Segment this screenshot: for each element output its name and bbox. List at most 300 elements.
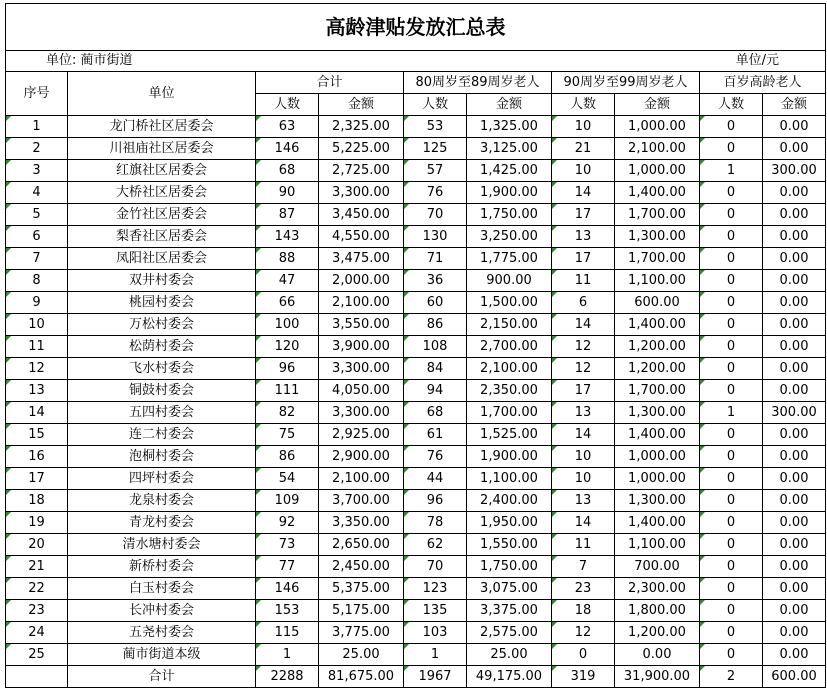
cell-total-count[interactable]: 96 xyxy=(256,358,319,380)
cell-seq[interactable]: 7 xyxy=(6,248,68,270)
cell-unit-name[interactable]: 青龙村委会 xyxy=(68,512,256,534)
cell-90-99-amount[interactable]: 1,700.00 xyxy=(615,204,700,226)
cell-90-99-amount[interactable]: 1,000.00 xyxy=(615,446,700,468)
header-group-80-89: 80周岁至89周岁老人 xyxy=(404,72,552,94)
table-row xyxy=(6,116,826,138)
cell-total-count[interactable]: 77 xyxy=(256,556,319,578)
cell-80-89-count[interactable]: 84 xyxy=(404,358,467,380)
cell-total-count[interactable]: 82 xyxy=(256,402,319,424)
cell-100plus-count[interactable]: 0 xyxy=(700,138,763,160)
cell-seq[interactable]: 13 xyxy=(6,380,68,402)
cell-total-count[interactable]: 1 xyxy=(256,644,319,666)
cell-90-99-amount[interactable]: 1,300.00 xyxy=(615,402,700,424)
cell-80-89-amount[interactable]: 900.00 xyxy=(467,270,552,292)
cell-total-amount[interactable]: 2,100.00 xyxy=(319,292,404,314)
cell-90-99-count[interactable]: 0 xyxy=(552,644,615,666)
table-row xyxy=(6,138,826,160)
cell-80-89-amount[interactable]: 1,700.00 xyxy=(467,402,552,424)
table-row xyxy=(6,336,826,358)
cell-total-amount[interactable]: 2,900.00 xyxy=(319,446,404,468)
header-sub-count: 人数 xyxy=(404,94,467,116)
table-row xyxy=(6,314,826,336)
cell-90-99-amount[interactable]: 1,200.00 xyxy=(615,358,700,380)
header-sub-amount: 金额 xyxy=(615,94,700,116)
cell-unit-name[interactable]: 五四村委会 xyxy=(68,402,256,424)
cell-80-89-amount[interactable]: 1,325.00 xyxy=(467,116,552,138)
cell-total-count[interactable]: 75 xyxy=(256,424,319,446)
cell-100plus-count[interactable]: 0 xyxy=(700,446,763,468)
cell-80-89-amount[interactable]: 1,750.00 xyxy=(467,556,552,578)
cell-80-89-count[interactable]: 86 xyxy=(404,314,467,336)
cell-80-89-count[interactable]: 130 xyxy=(404,226,467,248)
cell-100plus-count[interactable]: 0 xyxy=(700,512,763,534)
cell-unit-name[interactable]: 清水塘村委会 xyxy=(68,534,256,556)
unit-label-right: 单位/元 xyxy=(467,51,826,72)
table-row xyxy=(6,182,826,204)
cell-80-89-count[interactable]: 62 xyxy=(404,534,467,556)
cell-seq[interactable]: 17 xyxy=(6,468,68,490)
cell-90-99-count[interactable]: 13 xyxy=(552,490,615,512)
cell-100plus-count[interactable]: 0 xyxy=(700,490,763,512)
cell-80-89-count[interactable]: 57 xyxy=(404,160,467,182)
cell-80-89-amount[interactable]: 2,400.00 xyxy=(467,490,552,512)
cell-seq[interactable]: 8 xyxy=(6,270,68,292)
cell-90-99-count[interactable]: 12 xyxy=(552,622,615,644)
cell-100plus-amount[interactable]: 0.00 xyxy=(763,336,826,358)
cell-100plus-amount[interactable]: 0.00 xyxy=(763,226,826,248)
cell-seq[interactable]: 18 xyxy=(6,490,68,512)
table-row xyxy=(6,534,826,556)
cell-seq[interactable]: 16 xyxy=(6,446,68,468)
cell-90-99-amount[interactable]: 0.00 xyxy=(615,644,700,666)
cell-100plus-count[interactable]: 0 xyxy=(700,556,763,578)
cell-90-99-count[interactable]: 14 xyxy=(552,314,615,336)
cell-seq[interactable]: 19 xyxy=(6,512,68,534)
cell-90-99-amount[interactable]: 1,200.00 xyxy=(615,336,700,358)
cell-unit-name[interactable]: 松荫村委会 xyxy=(68,336,256,358)
cell-total-count[interactable]: 92 xyxy=(256,512,319,534)
cell-unit-name[interactable]: 白玉村委会 xyxy=(68,578,256,600)
cell-total-amount[interactable]: 3,700.00 xyxy=(319,490,404,512)
cell-90-99-count[interactable]: 11 xyxy=(552,270,615,292)
cell-80-89-amount[interactable]: 1,550.00 xyxy=(467,534,552,556)
cell-100plus-amount[interactable]: 0.00 xyxy=(763,116,826,138)
header-sub-count: 人数 xyxy=(552,94,615,116)
cell-90-99-amount[interactable]: 1,700.00 xyxy=(615,248,700,270)
cell-80-89-count[interactable]: 123 xyxy=(404,578,467,600)
cell-90-99-amount[interactable]: 2,300.00 xyxy=(615,578,700,600)
table-row xyxy=(6,644,826,666)
cell-100plus-count[interactable]: 0 xyxy=(700,380,763,402)
subsidy-summary-table xyxy=(5,3,826,688)
cell-80-89-amount[interactable]: 2,575.00 xyxy=(467,622,552,644)
cell-80-89-count[interactable]: 103 xyxy=(404,622,467,644)
cell-90-99-count[interactable]: 13 xyxy=(552,402,615,424)
cell-100plus-count[interactable]: 0 xyxy=(700,182,763,204)
cell-100plus-count[interactable]: 0 xyxy=(700,622,763,644)
cell-90-99-count[interactable]: 17 xyxy=(552,204,615,226)
table-row xyxy=(6,204,826,226)
cell-total-count[interactable]: 120 xyxy=(256,336,319,358)
cell-90-99-amount[interactable]: 1,400.00 xyxy=(615,182,700,204)
cell-90-99-amount[interactable]: 2,100.00 xyxy=(615,138,700,160)
cell-total-amount[interactable]: 2,925.00 xyxy=(319,424,404,446)
cell-90-99-count[interactable]: 21 xyxy=(552,138,615,160)
cell-unit-name[interactable]: 连二村委会 xyxy=(68,424,256,446)
cell-100plus-amount[interactable]: 0.00 xyxy=(763,490,826,512)
cell-100plus-count[interactable]: 1 xyxy=(700,160,763,182)
cell-100plus-count[interactable]: 0 xyxy=(700,358,763,380)
cell-90-99-count[interactable]: 319 xyxy=(552,666,615,688)
cell-90-99-amount[interactable]: 1,400.00 xyxy=(615,512,700,534)
cell-seq[interactable]: 12 xyxy=(6,358,68,380)
cell-total-amount[interactable]: 3,775.00 xyxy=(319,622,404,644)
cell-total-count[interactable]: 100 xyxy=(256,314,319,336)
table-row xyxy=(6,512,826,534)
cell-100plus-count[interactable]: 0 xyxy=(700,314,763,336)
table-row xyxy=(6,226,826,248)
cell-100plus-amount[interactable]: 0.00 xyxy=(763,138,826,160)
cell-total-amount[interactable]: 4,550.00 xyxy=(319,226,404,248)
cell-80-89-count[interactable]: 1967 xyxy=(404,666,467,688)
cell-total-amount[interactable]: 3,475.00 xyxy=(319,248,404,270)
cell-100plus-amount[interactable]: 300.00 xyxy=(763,402,826,424)
cell-total-count[interactable]: 87 xyxy=(256,204,319,226)
cell-90-99-amount[interactable]: 1,800.00 xyxy=(615,600,700,622)
cell-total-amount[interactable]: 3,550.00 xyxy=(319,314,404,336)
cell-80-89-amount[interactable]: 1,750.00 xyxy=(467,204,552,226)
cell-seq[interactable]: 5 xyxy=(6,204,68,226)
cell-80-89-count[interactable]: 108 xyxy=(404,336,467,358)
table-title: 高龄津贴发放汇总表 xyxy=(6,4,826,51)
cell-unit-name[interactable]: 金竹社区居委会 xyxy=(68,204,256,226)
cell-seq[interactable] xyxy=(6,666,68,688)
cell-80-89-count[interactable]: 76 xyxy=(404,182,467,204)
cell-100plus-amount[interactable]: 0.00 xyxy=(763,644,826,666)
cell-80-89-amount[interactable]: 49,175.00 xyxy=(467,666,552,688)
cell-100plus-count[interactable]: 0 xyxy=(700,600,763,622)
cell-90-99-count[interactable]: 11 xyxy=(552,534,615,556)
header-sub-amount: 金额 xyxy=(763,94,826,116)
cell-100plus-count[interactable]: 0 xyxy=(700,424,763,446)
cell-80-89-amount[interactable]: 25.00 xyxy=(467,644,552,666)
cell-90-99-count[interactable]: 14 xyxy=(552,512,615,534)
cell-80-89-count[interactable]: 1 xyxy=(404,644,467,666)
cell-80-89-count[interactable]: 76 xyxy=(404,446,467,468)
cell-seq[interactable]: 9 xyxy=(6,292,68,314)
cell-100plus-amount[interactable]: 0.00 xyxy=(763,182,826,204)
cell-80-89-count[interactable]: 36 xyxy=(404,270,467,292)
cell-80-89-amount[interactable]: 1,900.00 xyxy=(467,446,552,468)
cell-90-99-count[interactable]: 10 xyxy=(552,468,615,490)
cell-80-89-count[interactable]: 53 xyxy=(404,116,467,138)
cell-unit-name[interactable]: 泡桐村委会 xyxy=(68,446,256,468)
table-row xyxy=(6,578,826,600)
cell-90-99-count[interactable]: 13 xyxy=(552,226,615,248)
table-row xyxy=(6,490,826,512)
cell-seq[interactable]: 11 xyxy=(6,336,68,358)
cell-total-count[interactable]: 68 xyxy=(256,160,319,182)
cell-100plus-amount[interactable]: 0.00 xyxy=(763,270,826,292)
cell-90-99-amount[interactable]: 1,200.00 xyxy=(615,622,700,644)
cell-80-89-amount[interactable]: 1,900.00 xyxy=(467,182,552,204)
cell-total-amount[interactable]: 25.00 xyxy=(319,644,404,666)
cell-80-89-count[interactable]: 44 xyxy=(404,468,467,490)
cell-100plus-amount[interactable]: 0.00 xyxy=(763,556,826,578)
cell-80-89-amount[interactable]: 1,425.00 xyxy=(467,160,552,182)
cell-100plus-amount[interactable]: 0.00 xyxy=(763,380,826,402)
cell-90-99-count[interactable]: 7 xyxy=(552,556,615,578)
cell-total-count[interactable]: 73 xyxy=(256,534,319,556)
cell-total-amount[interactable]: 3,450.00 xyxy=(319,204,404,226)
cell-100plus-amount[interactable]: 0.00 xyxy=(763,446,826,468)
table-row xyxy=(6,622,826,644)
cell-total-amount[interactable]: 3,900.00 xyxy=(319,336,404,358)
cell-100plus-amount[interactable]: 0.00 xyxy=(763,204,826,226)
cell-90-99-count[interactable]: 17 xyxy=(552,380,615,402)
cell-total-count[interactable]: 47 xyxy=(256,270,319,292)
cell-100plus-amount[interactable]: 0.00 xyxy=(763,424,826,446)
cell-seq[interactable]: 24 xyxy=(6,622,68,644)
cell-unit-name[interactable]: 万松村委会 xyxy=(68,314,256,336)
cell-seq[interactable]: 10 xyxy=(6,314,68,336)
cell-unit-name[interactable]: 川祖庙社区居委会 xyxy=(68,138,256,160)
cell-90-99-amount[interactable]: 1,100.00 xyxy=(615,270,700,292)
cell-100plus-amount[interactable]: 0.00 xyxy=(763,468,826,490)
cell-100plus-amount[interactable]: 0.00 xyxy=(763,578,826,600)
cell-80-89-amount[interactable]: 1,525.00 xyxy=(467,424,552,446)
header-sub-amount: 金额 xyxy=(319,94,404,116)
table-row xyxy=(6,556,826,578)
cell-seq[interactable]: 15 xyxy=(6,424,68,446)
table-row xyxy=(6,600,826,622)
cell-total-count[interactable]: 63 xyxy=(256,116,319,138)
cell-80-89-count[interactable]: 135 xyxy=(404,600,467,622)
cell-80-89-amount[interactable]: 1,775.00 xyxy=(467,248,552,270)
cell-80-89-count[interactable]: 70 xyxy=(404,556,467,578)
cell-90-99-count[interactable]: 14 xyxy=(552,182,615,204)
cell-90-99-count[interactable]: 17 xyxy=(552,248,615,270)
cell-90-99-amount[interactable]: 1,300.00 xyxy=(615,490,700,512)
cell-total-amount[interactable]: 4,050.00 xyxy=(319,380,404,402)
cell-total-count[interactable]: 66 xyxy=(256,292,319,314)
cell-90-99-count[interactable]: 18 xyxy=(552,600,615,622)
cell-unit-name[interactable]: 蔺市街道本级 xyxy=(68,644,256,666)
cell-80-89-amount[interactable]: 2,700.00 xyxy=(467,336,552,358)
cell-90-99-amount[interactable]: 700.00 xyxy=(615,556,700,578)
cell-total-amount[interactable]: 5,175.00 xyxy=(319,600,404,622)
cell-total-amount[interactable]: 3,300.00 xyxy=(319,402,404,424)
cell-total-amount[interactable]: 2,725.00 xyxy=(319,160,404,182)
header-group-total: 合计 xyxy=(256,72,404,94)
cell-seq[interactable]: 20 xyxy=(6,534,68,556)
cell-unit-name[interactable]: 铜鼓村委会 xyxy=(68,380,256,402)
cell-100plus-amount[interactable]: 0.00 xyxy=(763,512,826,534)
cell-80-89-count[interactable]: 70 xyxy=(404,204,467,226)
cell-total-count[interactable]: 54 xyxy=(256,468,319,490)
cell-80-89-count[interactable]: 61 xyxy=(404,424,467,446)
cell-80-89-amount[interactable]: 1,500.00 xyxy=(467,292,552,314)
total-row xyxy=(6,666,826,688)
cell-90-99-count[interactable]: 12 xyxy=(552,358,615,380)
cell-unit-name[interactable]: 新桥村委会 xyxy=(68,556,256,578)
cell-100plus-count[interactable]: 0 xyxy=(700,644,763,666)
cell-80-89-amount[interactable]: 3,075.00 xyxy=(467,578,552,600)
cell-total-count[interactable]: 90 xyxy=(256,182,319,204)
cell-total-count[interactable]: 146 xyxy=(256,578,319,600)
cell-100plus-count[interactable]: 0 xyxy=(700,226,763,248)
cell-total-amount[interactable]: 3,300.00 xyxy=(319,182,404,204)
cell-total-count[interactable]: 88 xyxy=(256,248,319,270)
cell-total-count[interactable]: 143 xyxy=(256,226,319,248)
header-group-90-99: 90周岁至99周岁老人 xyxy=(552,72,700,94)
cell-unit-name[interactable]: 飞水村委会 xyxy=(68,358,256,380)
cell-80-89-amount[interactable]: 1,950.00 xyxy=(467,512,552,534)
cell-total-amount[interactable]: 2,100.00 xyxy=(319,468,404,490)
cell-total-count[interactable]: 2288 xyxy=(256,666,319,688)
cell-total-count[interactable]: 153 xyxy=(256,600,319,622)
cell-total-amount[interactable]: 5,225.00 xyxy=(319,138,404,160)
cell-90-99-count[interactable]: 10 xyxy=(552,446,615,468)
cell-total-amount[interactable]: 81,675.00 xyxy=(319,666,404,688)
cell-80-89-count[interactable]: 68 xyxy=(404,402,467,424)
cell-90-99-amount[interactable]: 1,400.00 xyxy=(615,424,700,446)
cell-total-amount[interactable]: 2,000.00 xyxy=(319,270,404,292)
cell-100plus-amount[interactable]: 0.00 xyxy=(763,292,826,314)
cell-seq[interactable]: 1 xyxy=(6,116,68,138)
cell-90-99-amount[interactable]: 31,900.00 xyxy=(615,666,700,688)
cell-total-count[interactable]: 111 xyxy=(256,380,319,402)
cell-100plus-count[interactable]: 0 xyxy=(700,534,763,556)
cell-90-99-amount[interactable]: 1,300.00 xyxy=(615,226,700,248)
cell-90-99-amount[interactable]: 1,000.00 xyxy=(615,160,700,182)
cell-total-count[interactable]: 86 xyxy=(256,446,319,468)
cell-80-89-count[interactable]: 125 xyxy=(404,138,467,160)
cell-80-89-amount[interactable]: 3,375.00 xyxy=(467,600,552,622)
cell-90-99-amount[interactable]: 1,000.00 xyxy=(615,116,700,138)
cell-100plus-amount[interactable]: 600.00 xyxy=(763,666,826,688)
cell-unit-name[interactable]: 红旗社区居委会 xyxy=(68,160,256,182)
cell-90-99-count[interactable]: 10 xyxy=(552,160,615,182)
cell-100plus-count[interactable]: 0 xyxy=(700,248,763,270)
table-row xyxy=(6,248,826,270)
cell-90-99-amount[interactable]: 1,400.00 xyxy=(615,314,700,336)
cell-seq[interactable]: 22 xyxy=(6,578,68,600)
unit-label-left: 单位: 蔺市街道 xyxy=(6,51,467,72)
cell-90-99-amount[interactable]: 600.00 xyxy=(615,292,700,314)
cell-unit-name[interactable]: 四坪村委会 xyxy=(68,468,256,490)
cell-seq[interactable]: 14 xyxy=(6,402,68,424)
cell-80-89-count[interactable]: 94 xyxy=(404,380,467,402)
header-seq: 序号 xyxy=(6,72,68,116)
cell-seq[interactable]: 25 xyxy=(6,644,68,666)
cell-unit-name[interactable]: 双井村委会 xyxy=(68,270,256,292)
cell-total-amount[interactable]: 3,300.00 xyxy=(319,358,404,380)
cell-seq[interactable]: 2 xyxy=(6,138,68,160)
cell-total-count[interactable]: 146 xyxy=(256,138,319,160)
cell-100plus-amount[interactable]: 0.00 xyxy=(763,622,826,644)
cell-total-amount[interactable]: 2,650.00 xyxy=(319,534,404,556)
header-group-100plus: 百岁高龄老人 xyxy=(700,72,826,94)
cell-80-89-amount[interactable]: 3,125.00 xyxy=(467,138,552,160)
spreadsheet xyxy=(5,3,826,688)
cell-90-99-amount[interactable]: 1,000.00 xyxy=(615,468,700,490)
cell-100plus-count[interactable]: 0 xyxy=(700,270,763,292)
cell-100plus-amount[interactable]: 0.00 xyxy=(763,358,826,380)
table-row xyxy=(6,402,826,424)
total-label[interactable]: 合计 xyxy=(68,666,256,688)
table-row xyxy=(6,424,826,446)
cell-unit-name[interactable]: 龙泉村委会 xyxy=(68,490,256,512)
cell-total-amount[interactable]: 2,450.00 xyxy=(319,556,404,578)
cell-unit-name[interactable]: 大桥社区居委会 xyxy=(68,182,256,204)
cell-100plus-count[interactable]: 0 xyxy=(700,336,763,358)
cell-80-89-count[interactable]: 96 xyxy=(404,490,467,512)
cell-100plus-amount[interactable]: 0.00 xyxy=(763,248,826,270)
cell-80-89-amount[interactable]: 3,250.00 xyxy=(467,226,552,248)
cell-100plus-amount[interactable]: 0.00 xyxy=(763,534,826,556)
cell-90-99-count[interactable]: 12 xyxy=(552,336,615,358)
table-row xyxy=(6,292,826,314)
cell-unit-name[interactable]: 凤阳社区居委会 xyxy=(68,248,256,270)
cell-total-amount[interactable]: 5,375.00 xyxy=(319,578,404,600)
cell-total-count[interactable]: 115 xyxy=(256,622,319,644)
cell-90-99-count[interactable]: 6 xyxy=(552,292,615,314)
cell-80-89-amount[interactable]: 1,100.00 xyxy=(467,468,552,490)
cell-90-99-amount[interactable]: 1,100.00 xyxy=(615,534,700,556)
cell-seq[interactable]: 3 xyxy=(6,160,68,182)
cell-total-count[interactable]: 109 xyxy=(256,490,319,512)
header-sub-count: 人数 xyxy=(700,94,763,116)
cell-90-99-count[interactable]: 14 xyxy=(552,424,615,446)
cell-100plus-amount[interactable]: 300.00 xyxy=(763,160,826,182)
cell-100plus-count[interactable]: 0 xyxy=(700,578,763,600)
cell-100plus-count[interactable]: 1 xyxy=(700,402,763,424)
cell-80-89-amount[interactable]: 2,100.00 xyxy=(467,358,552,380)
cell-90-99-count[interactable]: 23 xyxy=(552,578,615,600)
cell-100plus-count[interactable]: 0 xyxy=(700,116,763,138)
cell-80-89-count[interactable]: 71 xyxy=(404,248,467,270)
cell-100plus-count[interactable]: 0 xyxy=(700,204,763,226)
cell-100plus-count[interactable]: 0 xyxy=(700,468,763,490)
table-row xyxy=(6,380,826,402)
cell-unit-name[interactable]: 龙门桥社区居委会 xyxy=(68,116,256,138)
cell-100plus-count[interactable]: 2 xyxy=(700,666,763,688)
cell-seq[interactable]: 6 xyxy=(6,226,68,248)
cell-seq[interactable]: 21 xyxy=(6,556,68,578)
header-sub-amount: 金额 xyxy=(467,94,552,116)
cell-100plus-amount[interactable]: 0.00 xyxy=(763,600,826,622)
cell-80-89-count[interactable]: 60 xyxy=(404,292,467,314)
cell-unit-name[interactable]: 长冲村委会 xyxy=(68,600,256,622)
cell-total-amount[interactable]: 3,350.00 xyxy=(319,512,404,534)
cell-unit-name[interactable]: 桃园村委会 xyxy=(68,292,256,314)
cell-100plus-count[interactable]: 0 xyxy=(700,292,763,314)
cell-90-99-count[interactable]: 10 xyxy=(552,116,615,138)
cell-100plus-amount[interactable]: 0.00 xyxy=(763,314,826,336)
cell-80-89-amount[interactable]: 2,350.00 xyxy=(467,380,552,402)
cell-total-amount[interactable]: 2,325.00 xyxy=(319,116,404,138)
cell-unit-name[interactable]: 五尧村委会 xyxy=(68,622,256,644)
cell-80-89-amount[interactable]: 2,150.00 xyxy=(467,314,552,336)
header-sub-count: 人数 xyxy=(256,94,319,116)
cell-seq[interactable]: 23 xyxy=(6,600,68,622)
table-row xyxy=(6,446,826,468)
cell-seq[interactable]: 4 xyxy=(6,182,68,204)
cell-80-89-count[interactable]: 78 xyxy=(404,512,467,534)
cell-90-99-amount[interactable]: 1,700.00 xyxy=(615,380,700,402)
cell-unit-name[interactable]: 梨香社区居委会 xyxy=(68,226,256,248)
